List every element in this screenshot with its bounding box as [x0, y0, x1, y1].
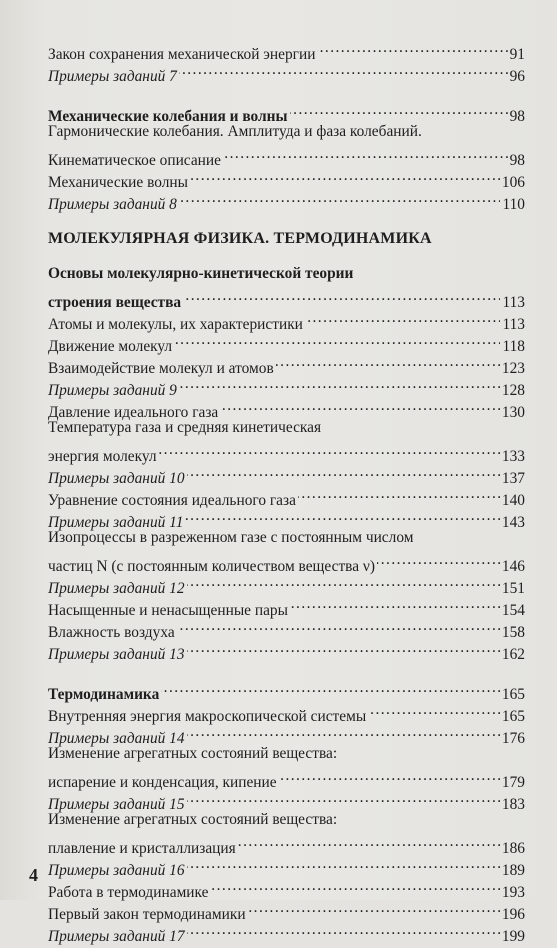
- toc-entry: [48, 373, 525, 399]
- toc-entry: [48, 417, 525, 465]
- dot-leader: [317, 37, 507, 59]
- toc-page-number: 118: [502, 338, 525, 355]
- dot-leader: [179, 187, 501, 209]
- toc-entry-title: Основы молекулярно-кинетической теории: [48, 265, 354, 282]
- toc-entry: [48, 99, 525, 125]
- toc-entry-title: Примеры заданий 9: [48, 382, 177, 399]
- toc-entry-title: Изменение агрегатных состояний вещества:: [48, 811, 338, 828]
- toc-page-number: 110: [502, 196, 525, 213]
- toc-entry-title: Примеры заданий 10: [48, 470, 185, 487]
- toc-entry-title: частиц N (с постоянным количеством вещества ν): [48, 558, 375, 575]
- toc-entry: [48, 853, 525, 879]
- dot-leader: [220, 395, 500, 417]
- group-top: [48, 37, 525, 85]
- toc-entry: [48, 809, 525, 857]
- toc-entry-title: Первый закон термодинамики: [48, 906, 246, 923]
- toc-entry-title: Механические волны: [48, 174, 188, 191]
- page-number: 4: [29, 865, 38, 885]
- dot-leader: [187, 721, 500, 743]
- toc-page-number: 158: [501, 624, 525, 641]
- toc-page-number: 193: [501, 884, 525, 901]
- dot-leader: [187, 787, 500, 809]
- dot-leader: [174, 329, 500, 351]
- dot-leader: [377, 549, 500, 571]
- toc-entry-title: Атомы и молекулы, их характеристики: [48, 316, 303, 333]
- toc-page-number: 137: [501, 470, 525, 487]
- toc-page-number: 106: [501, 174, 525, 191]
- dot-leader: [276, 351, 500, 373]
- dot-leader: [187, 637, 500, 659]
- toc-entry-title: Кинематическое описание: [48, 152, 221, 169]
- toc-page-number: 183: [501, 796, 525, 813]
- toc-page-number: 96: [509, 68, 525, 85]
- toc-entry: [48, 875, 525, 901]
- dot-leader: [248, 897, 500, 919]
- toc-page-number: 165: [501, 708, 525, 725]
- dot-leader: [187, 919, 500, 941]
- toc-entry: [48, 897, 525, 923]
- toc-entry-title: Примеры заданий 7: [48, 68, 177, 85]
- dot-leader: [305, 307, 501, 329]
- dot-leader: [279, 765, 500, 787]
- toc-entry: [48, 743, 525, 791]
- toc-page-number: 98: [509, 152, 525, 169]
- toc-entry-title: Закон сохранения механической энергии: [48, 46, 316, 63]
- dot-leader: [159, 439, 500, 461]
- toc-entry-title: Внутренняя энергия макроскопической системы: [48, 708, 367, 725]
- toc-page-number: 128: [501, 382, 525, 399]
- dot-leader: [223, 143, 508, 165]
- toc-page-number: 140: [501, 492, 525, 509]
- group-thermo: [48, 677, 525, 945]
- toc-entry-title: плавление и кристаллизация: [48, 840, 236, 857]
- dot-leader: [210, 875, 499, 897]
- toc-entry-title: Изопроцессы в разреженном газе с постоянным числом: [48, 529, 414, 546]
- toc-entry: [48, 187, 525, 213]
- table-of-contents: [48, 37, 525, 945]
- toc-page-number: 123: [501, 360, 525, 377]
- toc-entry: [48, 329, 525, 355]
- dot-leader: [368, 699, 500, 721]
- toc-entry-title: Примеры заданий 8: [48, 196, 177, 213]
- dot-leader: [290, 593, 500, 615]
- toc-page-number: 91: [509, 46, 525, 63]
- toc-page-number: 146: [501, 558, 525, 575]
- dot-leader: [190, 165, 500, 187]
- dot-leader: [177, 615, 500, 637]
- toc-entry: [48, 571, 525, 597]
- toc-page-number: 133: [501, 448, 525, 465]
- toc-page-number: 130: [501, 404, 525, 421]
- toc-entry: [48, 699, 525, 725]
- toc-entry-title: испарение и конденсация, кипение: [48, 774, 277, 791]
- toc-entry: [48, 351, 525, 377]
- toc-page-number: 98: [509, 108, 525, 125]
- dot-leader: [179, 59, 508, 81]
- toc-entry-title: Примеры заданий 12: [48, 580, 185, 597]
- toc-entry-title: Насыщенные и ненасыщенные пары: [48, 602, 288, 619]
- toc-entry: [48, 615, 525, 641]
- toc-entry: [48, 263, 525, 311]
- toc-entry-title: Движение молекул: [48, 338, 173, 355]
- toc-page-number: 113: [502, 294, 525, 311]
- toc-entry: [48, 527, 525, 575]
- toc-entry-title: Примеры заданий 11: [48, 514, 184, 531]
- toc-page-number: 186: [501, 840, 525, 857]
- toc-page-number: 196: [501, 906, 525, 923]
- dot-leader: [290, 99, 508, 121]
- dot-leader: [238, 831, 500, 853]
- toc-entry-title: Влажность воздуха: [48, 624, 175, 641]
- toc-entry-title: Уравнение состояния идеального газа: [48, 492, 296, 509]
- toc-entry-title: Температура газа и средняя кинетическая: [48, 419, 322, 436]
- toc-entry: [48, 919, 525, 945]
- dot-leader: [183, 285, 500, 307]
- toc-entry-title: Изменение агрегатных состояний вещества:: [48, 745, 338, 762]
- toc-page-number: 176: [501, 730, 525, 747]
- dot-leader: [187, 853, 500, 875]
- group-mkt: [48, 263, 525, 663]
- toc-page-number: 179: [501, 774, 525, 791]
- toc-entry: [48, 461, 525, 487]
- toc-page-number: 151: [501, 580, 525, 597]
- toc-page-number: 162: [501, 646, 525, 663]
- toc-page-number: 189: [501, 862, 525, 879]
- dot-leader: [187, 461, 500, 483]
- toc-entry: [48, 483, 525, 509]
- toc-entry-title: энергия молекул: [48, 448, 157, 465]
- toc-entry-title: Взаимодействие молекул и атомов: [48, 360, 274, 377]
- dot-leader: [298, 483, 500, 505]
- toc-entry: [48, 37, 525, 63]
- toc-entry: [48, 505, 525, 531]
- toc-entry-title: Примеры заданий 15: [48, 796, 185, 813]
- toc-entry: [48, 165, 525, 191]
- toc-entry: [48, 637, 525, 663]
- toc-entry-title: Гармонические колебания. Амплитуда и фаза колебаний.: [48, 123, 422, 140]
- toc-entry: [48, 677, 525, 703]
- toc-entry-title: Примеры заданий 14: [48, 730, 185, 747]
- toc-page-number: 113: [502, 316, 525, 333]
- toc-entry: [48, 593, 525, 619]
- toc-entry: [48, 721, 525, 747]
- toc-entry-title: Работа в термодинамике: [48, 884, 209, 901]
- toc-entry-title: Термодинамика: [48, 686, 160, 703]
- toc-entry-title: Механические колебания и волны: [48, 108, 288, 125]
- toc-entry-title: Давление идеального газа: [48, 404, 219, 421]
- dot-leader: [187, 571, 500, 593]
- part-title: МОЛЕКУЛЯРНАЯ ФИЗИКА. ТЕРМОДИНАМИКА: [48, 230, 432, 247]
- toc-entry: [48, 121, 525, 169]
- toc-entry-title: Примеры заданий 17: [48, 928, 185, 945]
- toc-entry-title: Примеры заданий 16: [48, 862, 185, 879]
- toc-entry: [48, 787, 525, 813]
- toc-entry: [48, 307, 525, 333]
- toc-entry-title: строения вещества: [48, 294, 182, 311]
- toc-page-number: 199: [501, 928, 525, 945]
- dot-leader: [179, 373, 500, 395]
- toc-page-number: 165: [501, 686, 525, 703]
- toc-page-number: 154: [501, 602, 525, 619]
- group-mechanics: [48, 99, 525, 213]
- toc-entry: [48, 59, 525, 85]
- toc-page-number: 143: [501, 514, 525, 531]
- dot-leader: [161, 677, 500, 699]
- toc-entry: [48, 395, 525, 421]
- dot-leader: [185, 505, 499, 527]
- toc-entry-title: Примеры заданий 13: [48, 646, 185, 663]
